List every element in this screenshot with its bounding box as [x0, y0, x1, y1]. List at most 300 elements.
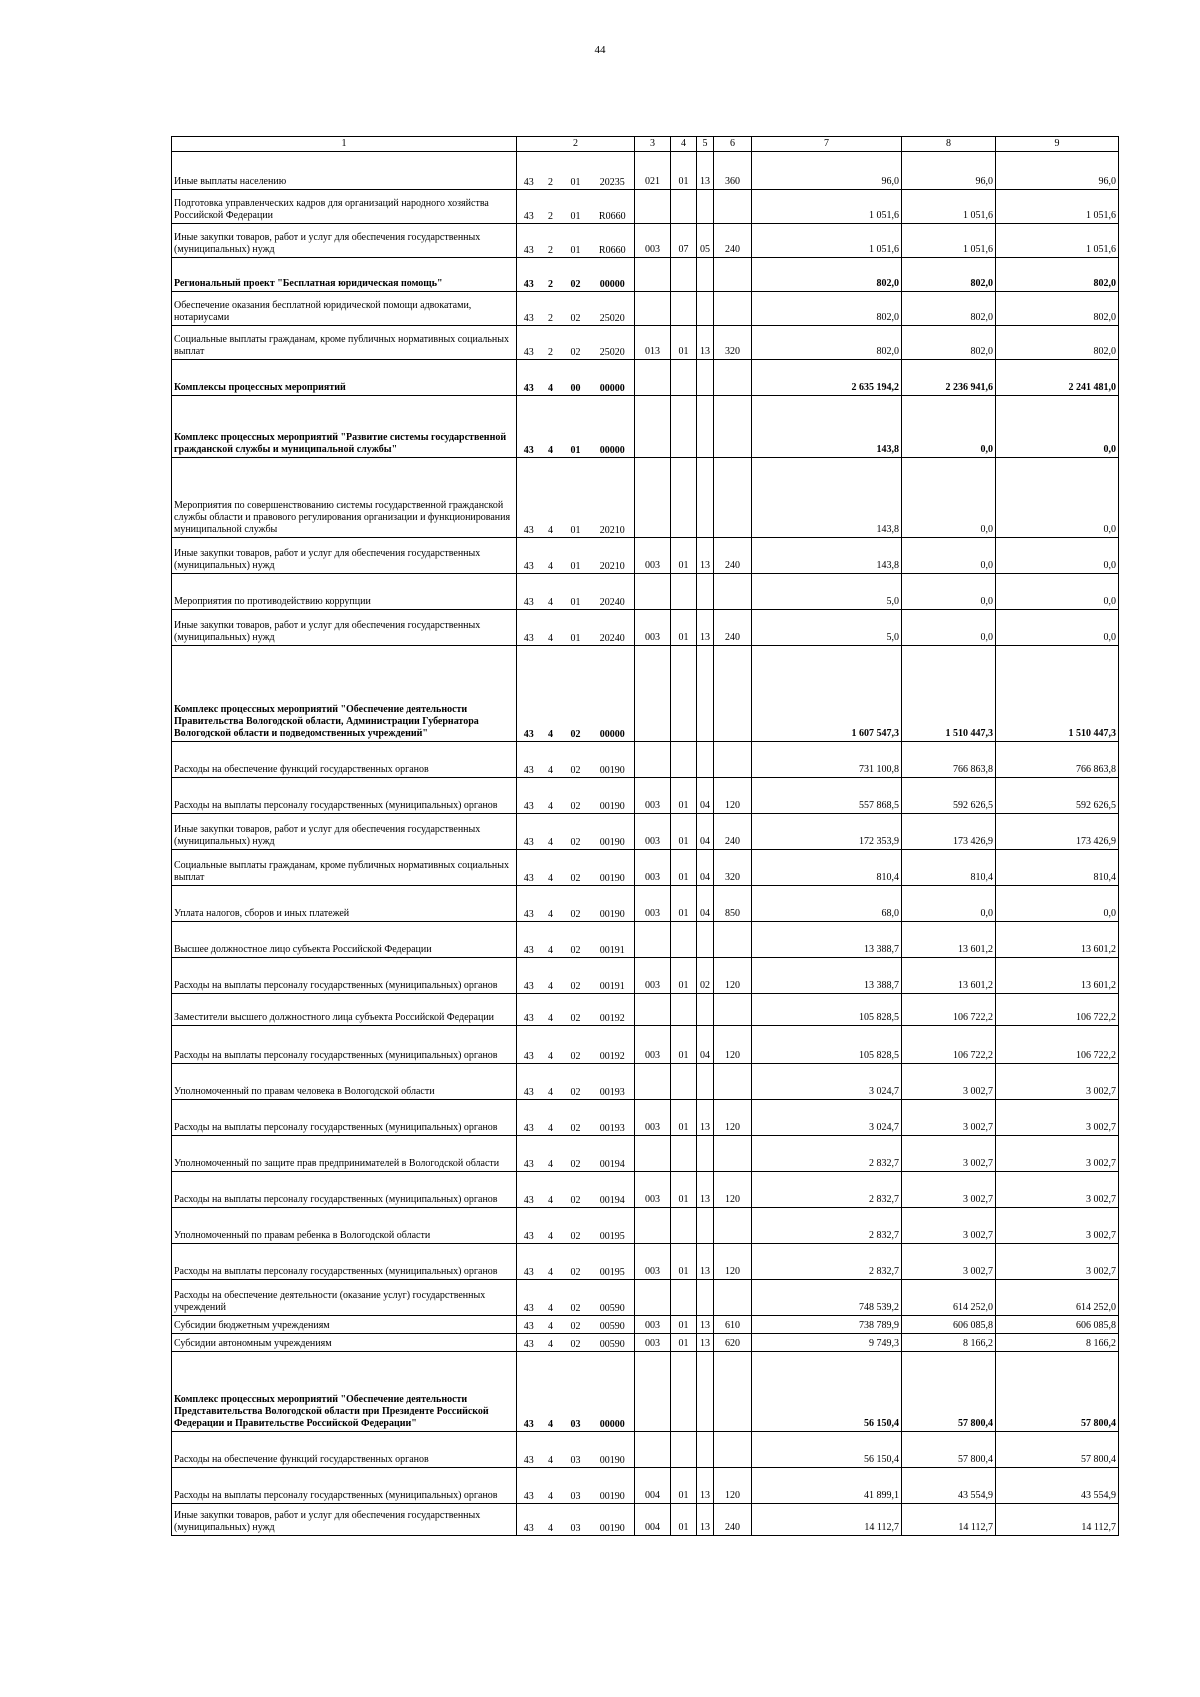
- header-col-4: 4: [671, 137, 697, 152]
- row-name: Расходы на выплаты персоналу государственных (муниципальных) органов: [172, 778, 517, 814]
- row-name: Иные закупки товаров, работ и услуг для обеспечения государственных (муниципальных) нужд: [172, 610, 517, 646]
- col-8-amount: 3 002,7: [902, 1064, 996, 1100]
- col-6-value: [714, 646, 752, 742]
- col-9-amount: 592 626,5: [996, 778, 1119, 814]
- code-part-4: 00190: [591, 886, 635, 922]
- code-part-1: 43: [517, 1100, 541, 1136]
- code-part-4: 00190: [591, 778, 635, 814]
- col-7-amount: 5,0: [752, 610, 902, 646]
- col-6-value: [714, 360, 752, 396]
- col-4-value: 01: [671, 152, 697, 190]
- col-7-amount: 2 832,7: [752, 1244, 902, 1280]
- col-8-amount: 802,0: [902, 292, 996, 326]
- table-row: [172, 224, 1119, 258]
- col-6-value: 320: [714, 326, 752, 360]
- code-part-1: 43: [517, 610, 541, 646]
- col-6-value: 120: [714, 1244, 752, 1280]
- col-7-amount: 56 150,4: [752, 1352, 902, 1432]
- col-4-value: [671, 574, 697, 610]
- code-part-1: 43: [517, 396, 541, 458]
- col-3-value: [635, 190, 671, 224]
- col-7-amount: 802,0: [752, 258, 902, 292]
- col-4-value: 01: [671, 814, 697, 850]
- col-7-amount: 557 868,5: [752, 778, 902, 814]
- col-8-amount: 3 002,7: [902, 1244, 996, 1280]
- col-8-amount: 3 002,7: [902, 1172, 996, 1208]
- col-9-amount: 3 002,7: [996, 1064, 1119, 1100]
- code-part-1: 43: [517, 958, 541, 994]
- col-8-amount: 13 601,2: [902, 958, 996, 994]
- code-part-2: 4: [541, 742, 561, 778]
- col-6-value: [714, 922, 752, 958]
- row-name: Иные закупки товаров, работ и услуг для обеспечения государственных (муниципальных) нужд: [172, 1504, 517, 1536]
- table-row: [172, 1026, 1119, 1064]
- col-3-value: 003: [635, 886, 671, 922]
- col-5-value: 04: [697, 1026, 714, 1064]
- code-part-4: 00590: [591, 1280, 635, 1316]
- table-row: [172, 958, 1119, 994]
- code-part-2: 4: [541, 886, 561, 922]
- col-5-value: [697, 1432, 714, 1468]
- budget-table: [171, 136, 1119, 1536]
- col-6-value: 120: [714, 1100, 752, 1136]
- col-6-value: 240: [714, 538, 752, 574]
- col-5-value: 13: [697, 538, 714, 574]
- col-8-amount: 57 800,4: [902, 1352, 996, 1432]
- col-5-value: [697, 292, 714, 326]
- col-9-amount: 810,4: [996, 850, 1119, 886]
- col-3-value: [635, 458, 671, 538]
- code-part-3: 01: [561, 152, 591, 190]
- code-part-1: 43: [517, 1136, 541, 1172]
- col-4-value: 01: [671, 1026, 697, 1064]
- code-part-4: 00190: [591, 742, 635, 778]
- col-5-value: [697, 1208, 714, 1244]
- code-part-3: 02: [561, 1064, 591, 1100]
- col-6-value: 850: [714, 886, 752, 922]
- col-8-amount: 1 510 447,3: [902, 646, 996, 742]
- row-name: Комплекс процессных мероприятий "Обеспечение деятельности Правительства Вологодской области, Администрации Губернатора Вологодской области и подведомственных учреждений": [172, 646, 517, 742]
- col-6-value: [714, 1352, 752, 1432]
- col-9-amount: 106 722,2: [996, 994, 1119, 1026]
- code-part-3: 02: [561, 1280, 591, 1316]
- code-part-1: 43: [517, 1026, 541, 1064]
- code-part-4: 00000: [591, 396, 635, 458]
- row-name: Расходы на выплаты персоналу государственных (муниципальных) органов: [172, 1100, 517, 1136]
- table-row: [172, 360, 1119, 396]
- row-name: Уполномоченный по правам ребенка в Вологодской области: [172, 1208, 517, 1244]
- row-name: Мероприятия по совершенствованию системы государственной гражданской службы области и правового регулирования организации и функционирования муниципальной службы: [172, 458, 517, 538]
- code-part-2: 4: [541, 1334, 561, 1352]
- col-3-value: 003: [635, 1334, 671, 1352]
- table-row: [172, 1316, 1119, 1334]
- col-7-amount: 2 832,7: [752, 1208, 902, 1244]
- code-part-2: 4: [541, 538, 561, 574]
- col-3-value: [635, 396, 671, 458]
- col-6-value: 240: [714, 610, 752, 646]
- col-4-value: [671, 396, 697, 458]
- table-row: [172, 1100, 1119, 1136]
- header-col-9: 9: [996, 137, 1119, 152]
- col-3-value: 021: [635, 152, 671, 190]
- code-part-2: 2: [541, 292, 561, 326]
- code-part-1: 43: [517, 1432, 541, 1468]
- row-name: Субсидии бюджетным учреждениям: [172, 1316, 517, 1334]
- col-7-amount: 2 635 194,2: [752, 360, 902, 396]
- code-part-1: 43: [517, 1504, 541, 1536]
- col-4-value: [671, 458, 697, 538]
- code-part-3: 01: [561, 574, 591, 610]
- table-body: [172, 152, 1119, 1536]
- code-part-4: R0660: [591, 224, 635, 258]
- code-part-2: 4: [541, 1280, 561, 1316]
- col-6-value: [714, 574, 752, 610]
- col-3-value: [635, 922, 671, 958]
- table-row: [172, 994, 1119, 1026]
- col-3-value: [635, 1136, 671, 1172]
- code-part-2: 4: [541, 1172, 561, 1208]
- code-part-1: 43: [517, 922, 541, 958]
- col-4-value: [671, 190, 697, 224]
- col-5-value: [697, 646, 714, 742]
- table-row: [172, 190, 1119, 224]
- col-4-value: 01: [671, 778, 697, 814]
- row-name: Комплекс процессных мероприятий "Обеспечение деятельности Представительства Вологодской области при Президенте Российской Федерации и Правительстве Российской Федерации": [172, 1352, 517, 1432]
- col-5-value: [697, 922, 714, 958]
- col-3-value: [635, 258, 671, 292]
- col-6-value: [714, 742, 752, 778]
- col-8-amount: 3 002,7: [902, 1136, 996, 1172]
- col-5-value: [697, 574, 714, 610]
- table-row: [172, 326, 1119, 360]
- col-3-value: 003: [635, 1172, 671, 1208]
- col-7-amount: 13 388,7: [752, 922, 902, 958]
- col-6-value: 320: [714, 850, 752, 886]
- code-part-3: 03: [561, 1352, 591, 1432]
- col-6-value: [714, 258, 752, 292]
- col-7-amount: 748 539,2: [752, 1280, 902, 1316]
- code-part-4: 00190: [591, 1468, 635, 1504]
- code-part-3: 02: [561, 1334, 591, 1352]
- col-7-amount: 2 832,7: [752, 1172, 902, 1208]
- col-6-value: [714, 1064, 752, 1100]
- code-part-2: 4: [541, 1136, 561, 1172]
- col-5-value: 13: [697, 152, 714, 190]
- code-part-2: 4: [541, 922, 561, 958]
- row-name: Мероприятия по противодействию коррупции: [172, 574, 517, 610]
- code-part-2: 4: [541, 610, 561, 646]
- col-8-amount: 592 626,5: [902, 778, 996, 814]
- code-part-3: 02: [561, 958, 591, 994]
- col-9-amount: 614 252,0: [996, 1280, 1119, 1316]
- code-part-2: 4: [541, 958, 561, 994]
- col-4-value: [671, 742, 697, 778]
- table-row: [172, 1244, 1119, 1280]
- code-part-1: 43: [517, 886, 541, 922]
- code-part-4: 20210: [591, 458, 635, 538]
- col-7-amount: 96,0: [752, 152, 902, 190]
- col-5-value: [697, 1352, 714, 1432]
- col-8-amount: 57 800,4: [902, 1432, 996, 1468]
- row-name: Уполномоченный по защите прав предпринимателей в Вологодской области: [172, 1136, 517, 1172]
- code-part-4: 20240: [591, 610, 635, 646]
- code-part-1: 43: [517, 742, 541, 778]
- col-7-amount: 56 150,4: [752, 1432, 902, 1468]
- code-part-4: 00195: [591, 1208, 635, 1244]
- code-part-4: 00192: [591, 994, 635, 1026]
- col-9-amount: 0,0: [996, 886, 1119, 922]
- col-5-value: 13: [697, 326, 714, 360]
- col-9-amount: 0,0: [996, 610, 1119, 646]
- header-col-6: 6: [714, 137, 752, 152]
- col-8-amount: 106 722,2: [902, 1026, 996, 1064]
- code-part-4: 00000: [591, 258, 635, 292]
- col-7-amount: 3 024,7: [752, 1100, 902, 1136]
- col-7-amount: 143,8: [752, 538, 902, 574]
- col-7-amount: 1 607 547,3: [752, 646, 902, 742]
- col-6-value: [714, 292, 752, 326]
- col-9-amount: 0,0: [996, 396, 1119, 458]
- col-8-amount: 0,0: [902, 538, 996, 574]
- col-6-value: 120: [714, 778, 752, 814]
- col-6-value: [714, 994, 752, 1026]
- col-3-value: 013: [635, 326, 671, 360]
- code-part-1: 43: [517, 458, 541, 538]
- code-part-3: 02: [561, 1026, 591, 1064]
- col-9-amount: 2 241 481,0: [996, 360, 1119, 396]
- col-8-amount: 614 252,0: [902, 1280, 996, 1316]
- col-4-value: [671, 1432, 697, 1468]
- row-name: Уполномоченный по правам человека в Вологодской области: [172, 1064, 517, 1100]
- col-8-amount: 802,0: [902, 258, 996, 292]
- col-7-amount: 1 051,6: [752, 224, 902, 258]
- col-6-value: 240: [714, 224, 752, 258]
- col-8-amount: 96,0: [902, 152, 996, 190]
- col-8-amount: 0,0: [902, 396, 996, 458]
- col-8-amount: 2 236 941,6: [902, 360, 996, 396]
- col-5-value: [697, 994, 714, 1026]
- col-4-value: [671, 258, 697, 292]
- row-name: Иные закупки товаров, работ и услуг для обеспечения государственных (муниципальных) нужд: [172, 538, 517, 574]
- code-part-3: 02: [561, 886, 591, 922]
- col-8-amount: 173 426,9: [902, 814, 996, 850]
- col-9-amount: 3 002,7: [996, 1100, 1119, 1136]
- col-9-amount: 96,0: [996, 152, 1119, 190]
- col-6-value: [714, 1208, 752, 1244]
- table-row: [172, 1280, 1119, 1316]
- code-part-2: 4: [541, 1064, 561, 1100]
- code-part-2: 4: [541, 1316, 561, 1334]
- col-4-value: [671, 994, 697, 1026]
- col-8-amount: 106 722,2: [902, 994, 996, 1026]
- code-part-4: R0660: [591, 190, 635, 224]
- col-5-value: [697, 1064, 714, 1100]
- col-5-value: [697, 458, 714, 538]
- col-6-value: 240: [714, 814, 752, 850]
- row-name: Социальные выплаты гражданам, кроме публичных нормативных социальных выплат: [172, 850, 517, 886]
- col-5-value: [697, 742, 714, 778]
- col-9-amount: 43 554,9: [996, 1468, 1119, 1504]
- table-row: [172, 1334, 1119, 1352]
- col-4-value: 01: [671, 1100, 697, 1136]
- code-part-1: 43: [517, 646, 541, 742]
- code-part-4: 00193: [591, 1064, 635, 1100]
- col-3-value: [635, 1432, 671, 1468]
- col-8-amount: 810,4: [902, 850, 996, 886]
- col-3-value: 003: [635, 1100, 671, 1136]
- col-8-amount: 1 051,6: [902, 190, 996, 224]
- code-part-3: 00: [561, 360, 591, 396]
- code-part-3: 02: [561, 1136, 591, 1172]
- col-5-value: 13: [697, 1468, 714, 1504]
- col-4-value: 01: [671, 1244, 697, 1280]
- code-part-3: 03: [561, 1504, 591, 1536]
- row-name: Расходы на обеспечение функций государственных органов: [172, 742, 517, 778]
- code-part-3: 02: [561, 326, 591, 360]
- col-5-value: 04: [697, 778, 714, 814]
- row-name: Комплекс процессных мероприятий "Развитие системы государственной гражданской службы и муниципальной службы": [172, 396, 517, 458]
- code-part-2: 4: [541, 814, 561, 850]
- col-7-amount: 143,8: [752, 458, 902, 538]
- code-part-4: 25020: [591, 326, 635, 360]
- col-9-amount: 8 166,2: [996, 1334, 1119, 1352]
- code-part-3: 02: [561, 850, 591, 886]
- col-6-value: 120: [714, 958, 752, 994]
- col-9-amount: 766 863,8: [996, 742, 1119, 778]
- code-part-1: 43: [517, 778, 541, 814]
- col-5-value: 05: [697, 224, 714, 258]
- col-4-value: 01: [671, 326, 697, 360]
- row-name: Подготовка управленческих кадров для организаций народного хозяйства Российской Федерации: [172, 190, 517, 224]
- code-part-3: 02: [561, 814, 591, 850]
- col-6-value: 240: [714, 1504, 752, 1536]
- col-4-value: 07: [671, 224, 697, 258]
- col-8-amount: 0,0: [902, 610, 996, 646]
- col-7-amount: 738 789,9: [752, 1316, 902, 1334]
- header-col-5: 5: [697, 137, 714, 152]
- col-7-amount: 68,0: [752, 886, 902, 922]
- code-part-3: 02: [561, 1244, 591, 1280]
- table-row: [172, 396, 1119, 458]
- code-part-2: 4: [541, 1244, 561, 1280]
- col-8-amount: 1 051,6: [902, 224, 996, 258]
- col-3-value: 003: [635, 610, 671, 646]
- col-3-value: 004: [635, 1504, 671, 1536]
- code-part-2: 4: [541, 646, 561, 742]
- col-5-value: 13: [697, 610, 714, 646]
- code-part-4: 00000: [591, 1352, 635, 1432]
- row-name: Социальные выплаты гражданам, кроме публичных нормативных социальных выплат: [172, 326, 517, 360]
- col-3-value: [635, 1352, 671, 1432]
- table-row: [172, 574, 1119, 610]
- table-row: [172, 646, 1119, 742]
- col-5-value: 04: [697, 886, 714, 922]
- code-part-4: 00000: [591, 360, 635, 396]
- code-part-4: 00190: [591, 1432, 635, 1468]
- col-4-value: [671, 1136, 697, 1172]
- code-part-4: 00194: [591, 1136, 635, 1172]
- code-part-4: 00193: [591, 1100, 635, 1136]
- code-part-3: 01: [561, 224, 591, 258]
- col-8-amount: 3 002,7: [902, 1100, 996, 1136]
- col-9-amount: 0,0: [996, 458, 1119, 538]
- col-9-amount: 57 800,4: [996, 1352, 1119, 1432]
- col-6-value: 620: [714, 1334, 752, 1352]
- code-part-3: 01: [561, 190, 591, 224]
- col-5-value: [697, 190, 714, 224]
- code-part-2: 4: [541, 1468, 561, 1504]
- col-9-amount: 0,0: [996, 574, 1119, 610]
- table-row: [172, 458, 1119, 538]
- col-3-value: [635, 994, 671, 1026]
- col-5-value: [697, 1136, 714, 1172]
- code-part-3: 02: [561, 258, 591, 292]
- col-3-value: 003: [635, 1026, 671, 1064]
- row-name: Высшее должностное лицо субъекта Российской Федерации: [172, 922, 517, 958]
- code-part-3: 02: [561, 778, 591, 814]
- row-name: Субсидии автономным учреждениям: [172, 1334, 517, 1352]
- col-5-value: 13: [697, 1334, 714, 1352]
- col-8-amount: 766 863,8: [902, 742, 996, 778]
- code-part-2: 4: [541, 778, 561, 814]
- row-name: Иные выплаты населению: [172, 152, 517, 190]
- code-part-1: 43: [517, 1316, 541, 1334]
- col-7-amount: 810,4: [752, 850, 902, 886]
- col-8-amount: 0,0: [902, 886, 996, 922]
- code-part-1: 43: [517, 360, 541, 396]
- col-3-value: 003: [635, 958, 671, 994]
- col-7-amount: 802,0: [752, 326, 902, 360]
- col-3-value: [635, 742, 671, 778]
- col-9-amount: 0,0: [996, 538, 1119, 574]
- col-8-amount: 0,0: [902, 458, 996, 538]
- col-7-amount: 41 899,1: [752, 1468, 902, 1504]
- code-part-1: 43: [517, 1352, 541, 1432]
- col-9-amount: 3 002,7: [996, 1172, 1119, 1208]
- code-part-2: 4: [541, 1504, 561, 1536]
- col-4-value: [671, 922, 697, 958]
- code-part-1: 43: [517, 292, 541, 326]
- col-9-amount: 3 002,7: [996, 1136, 1119, 1172]
- col-6-value: [714, 190, 752, 224]
- col-8-amount: 0,0: [902, 574, 996, 610]
- row-name: Заместители высшего должностного лица субъекта Российской Федерации: [172, 994, 517, 1026]
- col-5-value: 13: [697, 1504, 714, 1536]
- table-row: [172, 258, 1119, 292]
- col-7-amount: 105 828,5: [752, 1026, 902, 1064]
- col-9-amount: 106 722,2: [996, 1026, 1119, 1064]
- col-5-value: 13: [697, 1100, 714, 1136]
- row-name: Расходы на обеспечение деятельности (оказание услуг) государственных учреждений: [172, 1280, 517, 1316]
- col-7-amount: 802,0: [752, 292, 902, 326]
- code-part-1: 43: [517, 1208, 541, 1244]
- col-4-value: 01: [671, 850, 697, 886]
- col-5-value: 13: [697, 1316, 714, 1334]
- code-part-4: 20240: [591, 574, 635, 610]
- col-9-amount: 1 051,6: [996, 224, 1119, 258]
- row-name: Региональный проект "Бесплатная юридическая помощь": [172, 258, 517, 292]
- code-part-1: 43: [517, 1280, 541, 1316]
- code-part-3: 02: [561, 994, 591, 1026]
- col-5-value: 13: [697, 1244, 714, 1280]
- col-8-amount: 8 166,2: [902, 1334, 996, 1352]
- col-5-value: 13: [697, 1172, 714, 1208]
- col-6-value: 120: [714, 1026, 752, 1064]
- code-part-2: 2: [541, 258, 561, 292]
- code-part-3: 01: [561, 610, 591, 646]
- code-part-4: 00195: [591, 1244, 635, 1280]
- col-7-amount: 14 112,7: [752, 1504, 902, 1536]
